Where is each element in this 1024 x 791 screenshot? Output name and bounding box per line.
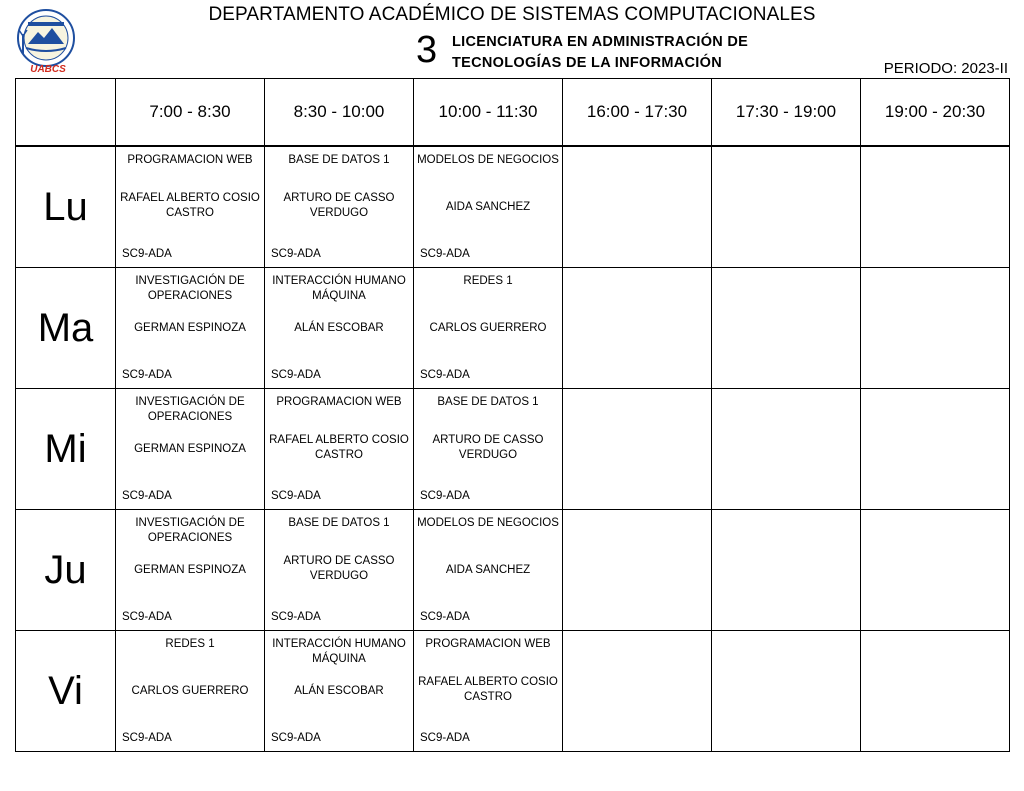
program-title-line2: TECNOLOGÍAS DE LA INFORMACIÓN (452, 55, 722, 71)
room-code: SC9-ADA (122, 732, 172, 744)
header-corner (16, 79, 116, 147)
room-code: SC9-ADA (271, 611, 321, 623)
class-entry (116, 631, 264, 751)
logo-text: UABCS (30, 64, 66, 75)
professor-name: GERMAN ESPINOZA (134, 443, 246, 455)
schedule-cell (116, 146, 265, 268)
professor-name: CARLOS GUERRERO (131, 685, 249, 697)
subject-name: BASE DE DATOS 1 (288, 154, 390, 166)
time-slot-header: 16:00 - 17:30 (563, 79, 712, 147)
schedule-cell (265, 268, 414, 389)
professor-name: ARTURO DE CASSO VERDUGO (432, 434, 544, 461)
program-title (452, 32, 748, 74)
schedule-cell (712, 268, 861, 389)
day-label: Lu (16, 146, 116, 268)
class-entry (116, 510, 264, 630)
schedule-cell (563, 389, 712, 510)
subject-name: MODELOS DE NEGOCIOS (417, 517, 559, 529)
room-code: SC9-ADA (420, 732, 470, 744)
schedule-cell (861, 146, 1010, 268)
time-slot-header: 8:30 - 10:00 (265, 79, 414, 147)
schedule-cell (414, 631, 563, 752)
department-title: DEPARTAMENTO ACADÉMICO DE SISTEMAS COMPUTACIONALES (208, 4, 816, 25)
subject-name: BASE DE DATOS 1 (437, 396, 539, 408)
schedule-cell (265, 389, 414, 510)
class-entry (265, 389, 413, 509)
day-row (16, 146, 1010, 268)
schedule-cell (563, 268, 712, 389)
schedule-cell (116, 268, 265, 389)
class-entry (116, 147, 264, 267)
schedule-cell (563, 146, 712, 268)
day-row (16, 389, 1010, 510)
subject-name: INVESTIGACIÓN DE OPERACIONES (135, 517, 245, 544)
room-code: SC9-ADA (122, 490, 172, 502)
schedule-cell (414, 389, 563, 510)
program-title-line1: LICENCIATURA EN ADMINISTRACIÓN DE (452, 34, 749, 50)
time-slot-header: 19:00 - 20:30 (861, 79, 1010, 147)
schedule-cell (712, 146, 861, 268)
schedule-cell (861, 510, 1010, 631)
time-header-row (16, 79, 1010, 147)
professor-name: AIDA SANCHEZ (445, 564, 531, 576)
room-code: SC9-ADA (271, 490, 321, 502)
class-entry (265, 268, 413, 388)
day-label: Ma (16, 268, 116, 389)
time-slot-header: 17:30 - 19:00 (712, 79, 861, 147)
professor-name: CARLOS GUERRERO (429, 322, 547, 334)
schedule-cell (265, 146, 414, 268)
schedule-cell (563, 631, 712, 752)
professor-name: ARTURO DE CASSO VERDUGO (283, 555, 395, 582)
room-code: SC9-ADA (420, 490, 470, 502)
schedule-cell (414, 146, 563, 268)
schedule-cell (116, 631, 265, 752)
subject-name: MODELOS DE NEGOCIOS (417, 154, 559, 166)
schedule-cell (712, 510, 861, 631)
subject-name: REDES 1 (165, 638, 215, 650)
day-label: Vi (16, 631, 116, 752)
day-row (16, 631, 1010, 752)
class-entry (265, 631, 413, 751)
room-code: SC9-ADA (122, 611, 172, 623)
subject-name: INTERACCIÓN HUMANO MÁQUINA (272, 275, 406, 302)
subject-name: INVESTIGACIÓN DE OPERACIONES (135, 275, 245, 302)
period-label: PERIODO: 2023-II (883, 60, 1008, 77)
semester-number: 3 (416, 29, 438, 71)
schedule-table (15, 78, 1010, 752)
class-entry (414, 147, 562, 267)
schedule-cell (861, 631, 1010, 752)
professor-name: RAFAEL ALBERTO COSIO CASTRO (120, 192, 260, 219)
class-entry (116, 268, 264, 388)
professor-name: ARTURO DE CASSO VERDUGO (283, 192, 395, 219)
subject-name: REDES 1 (463, 275, 513, 287)
class-entry (414, 510, 562, 630)
room-code: SC9-ADA (420, 369, 470, 381)
room-code: SC9-ADA (122, 248, 172, 260)
schedule-cell (414, 510, 563, 631)
professor-name: RAFAEL ALBERTO COSIO CASTRO (269, 434, 409, 461)
professor-name: ALÁN ESCOBAR (294, 322, 384, 334)
subject-name: PROGRAMACION WEB (127, 154, 253, 166)
room-code: SC9-ADA (420, 248, 470, 260)
professor-name: GERMAN ESPINOZA (134, 564, 246, 576)
schedule-cell (563, 510, 712, 631)
schedule-cell (265, 510, 414, 631)
schedule-cell (116, 510, 265, 631)
subject-name: BASE DE DATOS 1 (288, 517, 390, 529)
schedule-cell (861, 389, 1010, 510)
day-row (16, 510, 1010, 631)
time-slot-header: 10:00 - 11:30 (414, 79, 563, 147)
class-entry (414, 631, 562, 751)
time-slot-header: 7:00 - 8:30 (116, 79, 265, 147)
subject-name: INVESTIGACIÓN DE OPERACIONES (135, 396, 245, 423)
class-entry (414, 389, 562, 509)
schedule-cell (265, 631, 414, 752)
professor-name: AIDA SANCHEZ (445, 201, 531, 213)
day-label: Mi (16, 389, 116, 510)
professor-name: GERMAN ESPINOZA (134, 322, 246, 334)
day-row (16, 268, 1010, 389)
room-code: SC9-ADA (122, 369, 172, 381)
room-code: SC9-ADA (420, 611, 470, 623)
schedule-cell (861, 268, 1010, 389)
subject-name: PROGRAMACION WEB (425, 638, 551, 650)
subject-name: PROGRAMACION WEB (276, 396, 402, 408)
room-code: SC9-ADA (271, 369, 321, 381)
room-code: SC9-ADA (271, 248, 321, 260)
schedule-cell (712, 631, 861, 752)
class-entry (116, 389, 264, 509)
professor-name: ALÁN ESCOBAR (294, 685, 384, 697)
class-entry (265, 510, 413, 630)
day-label: Ju (16, 510, 116, 631)
room-code: SC9-ADA (271, 732, 321, 744)
class-entry (265, 147, 413, 267)
professor-name: RAFAEL ALBERTO COSIO CASTRO (418, 676, 558, 703)
schedule-cell (712, 389, 861, 510)
class-entry (414, 268, 562, 388)
schedule-cell (116, 389, 265, 510)
subject-name: INTERACCIÓN HUMANO MÁQUINA (272, 638, 406, 665)
schedule-cell (414, 268, 563, 389)
